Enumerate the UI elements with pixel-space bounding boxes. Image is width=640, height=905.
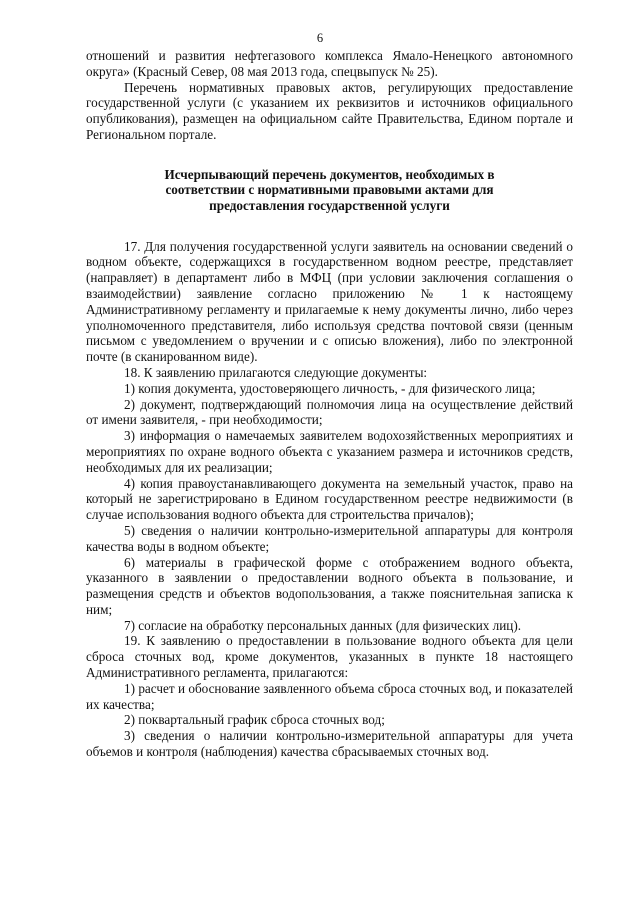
list-item: 2) поквартальный график сброса сточных вод; [124, 712, 385, 728]
paragraph-normative-acts: Перечень нормативных правовых актов, регулирующих предоставление государственной услуги (с указанием их реквизитов и источников официального опубликования), размещен на официальном сайте Правительства, Едином портале и Региональном портале. [86, 79, 573, 142]
section-heading: Исчерпывающий перечень документов, необходимых в соответствии с нормативными правовыми актами для предоставления государственной услуги [164, 166, 495, 213]
list-item: 4) копия правоустанавливающего документа на земельный участок, право на который не зарегистрировано в Едином государственном реестре недвижимости (в случае использования водного объекта для строительства причалов); [86, 475, 573, 523]
list-item: 5) сведения о наличии контрольно-измерительной аппаратуры для контроля качества воды в водном объекте; [86, 522, 573, 554]
paragraph-continuation: отношений и развития нефтегазового комплекса Ямало-Ненецкого автономного округа» (Красный Север, 08 мая 2013 года, спецвыпуск № 25). [86, 48, 573, 79]
page-number: 6 [316, 31, 324, 45]
document-body [86, 48, 573, 760]
paragraph-18: 18. К заявлению прилагаются следующие документы: [124, 364, 428, 380]
list-item: 7) согласие на обработку персональных данных (для физических лиц). [124, 617, 522, 633]
list-item: 2) документ, подтверждающий полномочия лица на осуществление действий от имени заявителя, - при необходимости; [86, 396, 573, 428]
list-item: 6) материалы в графической форме с отображением водного объекта, указанного в заявлении о предоставлении водного объекта в пользование, и размещения средств и объектов водопользования, а также пояснительная записка к ним; [86, 554, 573, 617]
list-item: 3) сведения о наличии контрольно-измерительной аппаратуры для учета объемов и контроля (наблюдения) качества сбрасываемых сточных вод. [86, 728, 573, 760]
list-item: 1) расчет и обоснование заявленного объема сброса сточных вод, и показателей их качества; [86, 680, 573, 712]
list-item: 3) информация о намечаемых заявителем водохозяйственных мероприятиях и мероприятиях по охране водного объекта с указанием размера и источников средств, необходимых для их реализации; [86, 428, 573, 475]
list-item: 1) копия документа, удостоверяющего личность, - для физического лица; [124, 380, 536, 396]
paragraph-17: 17. Для получения государственной услуги заявитель на основании сведений о водном объекте, содержащихся в государственном водном реестре, представляет (направляет) в департамент либо в МФЦ (при условии заключения соглашения о взаимодействии) заявление согласно приложению № 1 к настоящему Административному регламенту и прилагаемые к нему документы лично, либо через уполномоченного представителя, либо используя средства почтовой связи (ценным письмом с уведомлением о вручении и с описью вложения), либо по электронной почте (в сканированном виде). [86, 238, 573, 365]
paragraph-19: 19. К заявлению о предоставлении в пользование водного объекта для цели сброса сточных вод, кроме документов, указанных в пункте 18 настоящего Административного регламента, прилагаются: [86, 633, 573, 681]
